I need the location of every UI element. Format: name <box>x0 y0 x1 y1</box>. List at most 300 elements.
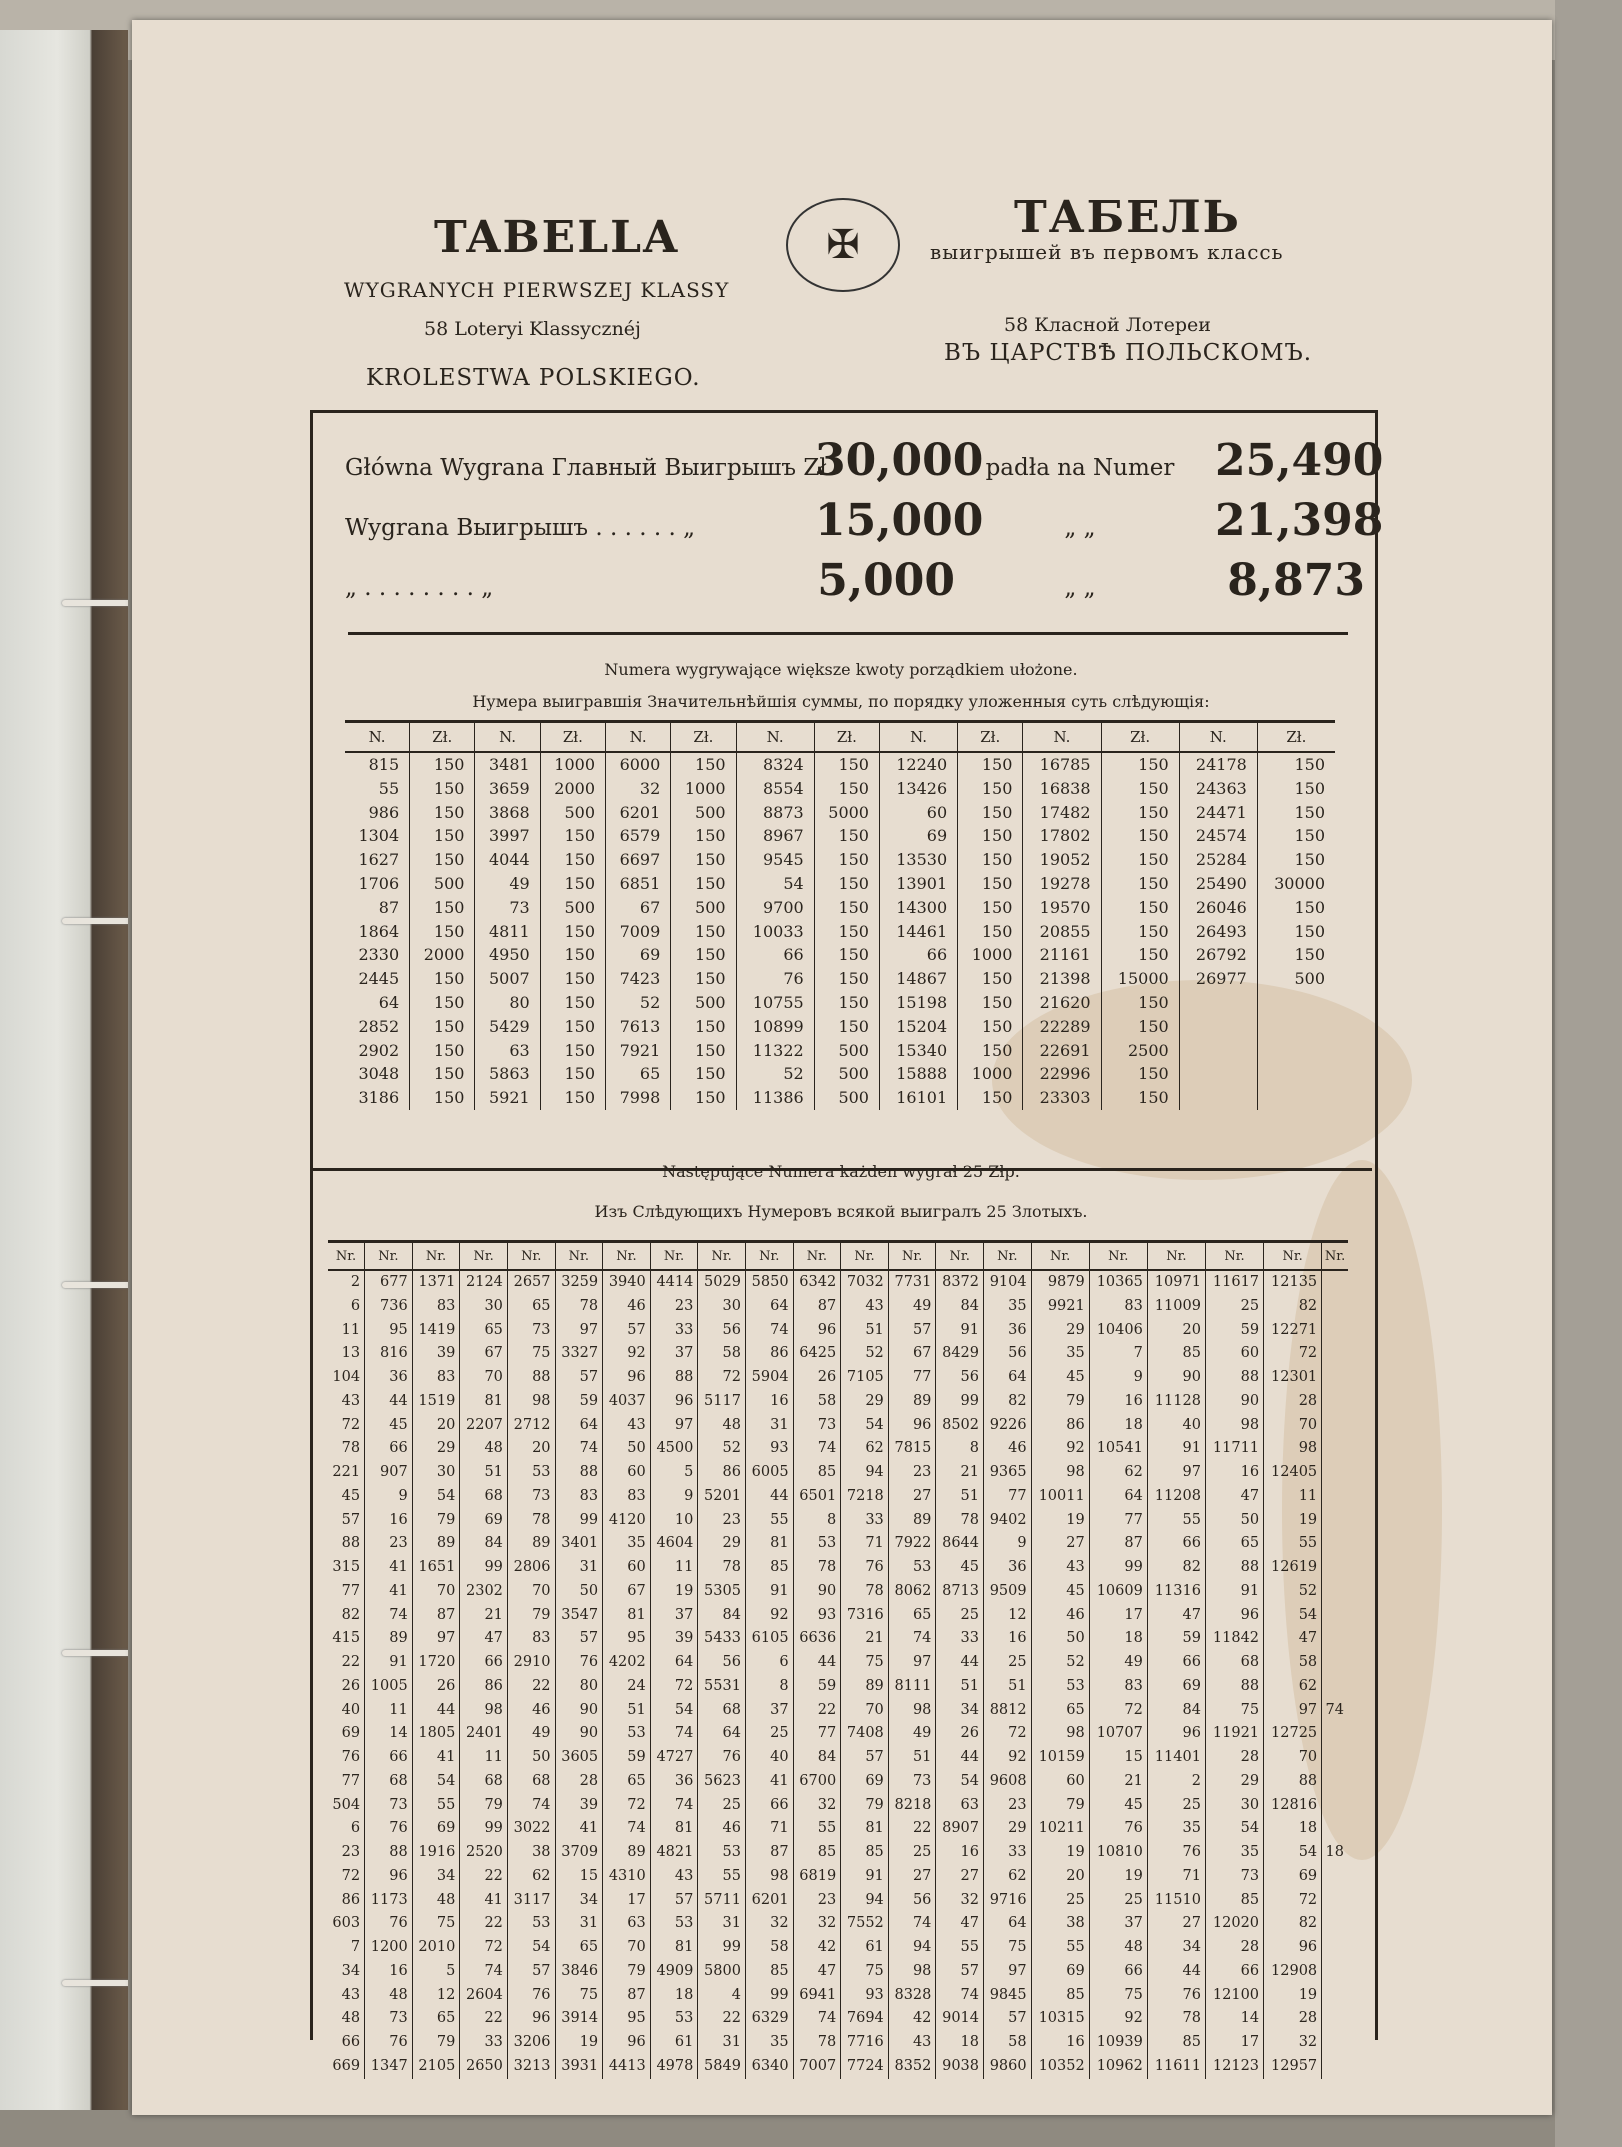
ticket-number-cell: 19052 <box>1023 848 1101 872</box>
ticket-number-cell: 61 <box>650 2031 698 2055</box>
ticket-number-cell: 21 <box>936 1461 984 1485</box>
ticket-number-cell: 64 <box>650 1651 698 1675</box>
ticket-number-cell: 86 <box>341 1891 361 1908</box>
ticket-number-cell: 81 <box>841 1817 889 1841</box>
number-column-header: N. <box>606 722 671 753</box>
table-row <box>328 1960 1348 1984</box>
ticket-number-cell: 21620 <box>1023 991 1101 1015</box>
ticket-number-cell: 76 <box>365 1912 413 1936</box>
ticket-number-cell: 80 <box>555 1675 603 1699</box>
ticket-number-cell: 83 <box>603 1485 651 1509</box>
ticket-number-cell: 5117 <box>698 1390 746 1414</box>
small-prizes-caption-russian: Изъ Слѣдующихъ Нумеровъ всякой выигралъ 25 Злотыхъ. <box>594 1202 1088 1221</box>
prize-amount-cell: 150 <box>814 752 879 777</box>
ticket-number-cell: 36 <box>984 1556 1032 1580</box>
ticket-number-cell: 95 <box>365 1319 413 1343</box>
ticket-number-cell: 20855 <box>1023 920 1101 944</box>
nr-column-header: Nr. <box>936 1242 984 1271</box>
prize-amount-cell <box>1257 991 1335 1015</box>
ticket-number-cell <box>1322 1912 1348 1936</box>
prize-amount-cell: 150 <box>1257 801 1335 825</box>
ticket-number-cell: 64 <box>1089 1485 1147 1509</box>
ticket-number-cell: 64 <box>745 1295 793 1319</box>
ticket-number-cell: 7 <box>1089 1342 1147 1366</box>
ticket-number-cell: 16 <box>1031 2031 1089 2055</box>
ticket-number-cell: 46 <box>984 1437 1032 1461</box>
ticket-number-cell: 11 <box>365 1699 413 1723</box>
third-prize-label: „ . . . . . . . . „ <box>345 575 494 601</box>
prize-amount-cell: 150 <box>1257 943 1335 967</box>
ticket-number-cell: 11128 <box>1147 1390 1205 1414</box>
prize-amount-cell: 150 <box>958 991 1023 1015</box>
ticket-number-cell: 11711 <box>1205 1437 1263 1461</box>
prize-amount-cell: 150 <box>814 896 879 920</box>
ticket-number-cell: 53 <box>650 2007 698 2031</box>
ticket-number-cell: 45 <box>1089 1794 1147 1818</box>
nr-column-header: Nr. <box>1031 1242 1089 1271</box>
ticket-number-cell: 2806 <box>507 1556 555 1580</box>
nr-column-header: Nr. <box>793 1242 841 1271</box>
prize-amount-cell: 150 <box>671 1039 736 1063</box>
ticket-number-cell: 56 <box>888 1889 936 1913</box>
ticket-number-cell: 67 <box>606 896 671 920</box>
ticket-number-cell: 46 <box>1031 1604 1089 1628</box>
ticket-number-cell: 98 <box>460 1699 508 1723</box>
ticket-number-cell: 99 <box>555 1509 603 1533</box>
ticket-number-cell: 8324 <box>736 752 814 777</box>
ticket-number-cell: 6579 <box>606 824 671 848</box>
prize-amount-cell: 150 <box>540 991 605 1015</box>
prize-amount-cell: 150 <box>410 967 475 991</box>
ticket-number-cell: 32 <box>1264 2031 1322 2055</box>
ticket-number-cell: 70 <box>412 1580 460 1604</box>
ticket-number-cell: 48 <box>365 1984 413 2008</box>
ticket-number-cell: 15204 <box>879 1015 957 1039</box>
ticket-number-cell: 74 <box>365 1604 413 1628</box>
ticket-number-cell: 16101 <box>879 1086 957 1110</box>
ticket-number-cell: 17 <box>603 1889 651 1913</box>
ticket-number-cell: 62 <box>984 1865 1032 1889</box>
ticket-number-cell: 32 <box>936 1889 984 1913</box>
ticket-number-cell: 15198 <box>879 991 957 1015</box>
ticket-number-cell: 77 <box>888 1366 936 1390</box>
ticket-number-cell: 19 <box>1031 1509 1089 1533</box>
ticket-number-cell: 58 <box>1264 1651 1322 1675</box>
table-row <box>328 1509 1348 1533</box>
ticket-number-cell <box>1322 1746 1348 1770</box>
ticket-number-cell: 98 <box>1264 1437 1322 1461</box>
ticket-number-cell: 94 <box>888 1936 936 1960</box>
ticket-number-cell: 4909 <box>650 1960 698 1984</box>
ticket-number-cell: 25 <box>984 1651 1032 1675</box>
ticket-number-cell: 16 <box>984 1627 1032 1651</box>
ticket-number-cell: 50 <box>555 1580 603 1604</box>
ticket-number-cell: 19570 <box>1023 896 1101 920</box>
ticket-number-cell: 10899 <box>736 1015 814 1039</box>
zloty-column-header: Zł. <box>1101 722 1179 753</box>
ticket-number-cell: 12405 <box>1264 1461 1322 1485</box>
ticket-number-cell: 9 <box>1089 1366 1147 1390</box>
ticket-number-cell: 88 <box>341 1535 361 1552</box>
ticket-number-cell: 10609 <box>1089 1580 1147 1604</box>
ticket-number-cell: 4 <box>698 1984 746 2008</box>
ticket-number-cell: 31 <box>745 1414 793 1438</box>
ticket-number-cell: 35 <box>1147 1817 1205 1841</box>
prize-amount-cell: 150 <box>540 824 605 848</box>
ticket-number-cell: 44 <box>412 1699 460 1723</box>
ticket-number-cell: 12619 <box>1264 1556 1322 1580</box>
ticket-number-cell: 51 <box>603 1699 651 1723</box>
ticket-number-cell: 18 <box>1264 1817 1322 1841</box>
table-row <box>328 1699 1348 1723</box>
ticket-number-cell: 88 <box>365 1841 413 1865</box>
ticket-number-cell <box>1322 1770 1348 1794</box>
prize-amount-cell: 150 <box>1101 848 1179 872</box>
ticket-number-cell: 84 <box>793 1746 841 1770</box>
table-row <box>328 1627 1348 1651</box>
ticket-number-cell: 10406 <box>1089 1319 1147 1343</box>
ticket-number-cell: 11 <box>341 1321 361 1338</box>
small-prizes-table <box>328 1240 1348 2079</box>
ticket-number-cell: 17 <box>1205 2031 1263 2055</box>
prize-amount-cell: 150 <box>410 824 475 848</box>
second-prize-number: 21,398 <box>1215 495 1384 546</box>
ticket-number-cell: 28 <box>1264 1390 1322 1414</box>
prize-amount-cell <box>1257 1039 1335 1063</box>
ticket-number-cell: 69 <box>879 824 957 848</box>
ticket-number-cell: 8111 <box>888 1675 936 1699</box>
ticket-number-cell: 40 <box>341 1701 361 1718</box>
ticket-number-cell <box>1322 1794 1348 1818</box>
ticket-number-cell: 74 <box>793 1437 841 1461</box>
prize-amount-cell: 150 <box>540 967 605 991</box>
prize-section-rule <box>348 632 1348 635</box>
ticket-number-cell: 3868 <box>475 801 540 825</box>
ticket-number-cell: 73 <box>365 1794 413 1818</box>
prize-amount-cell: 30000 <box>1257 872 1335 896</box>
nr-column-header: Nr. <box>888 1242 936 1271</box>
ticket-number-cell: 8429 <box>936 1342 984 1366</box>
ticket-number-cell: 11617 <box>1205 1270 1263 1295</box>
ticket-number-cell: 5623 <box>698 1770 746 1794</box>
ticket-number-cell: 26046 <box>1179 896 1257 920</box>
ticket-number-cell: 8218 <box>888 1794 936 1818</box>
ticket-number-cell: 95 <box>603 2007 651 2031</box>
ticket-number-cell: 23 <box>984 1794 1032 1818</box>
ticket-number-cell: 10033 <box>736 920 814 944</box>
ticket-number-cell: 87 <box>793 1295 841 1319</box>
ticket-number-cell: 76 <box>341 1749 361 1765</box>
ticket-number-cell: 53 <box>507 1461 555 1485</box>
prize-amount-cell: 150 <box>814 967 879 991</box>
ticket-number-cell: 65 <box>507 1295 555 1319</box>
ticket-number-cell: 51 <box>936 1485 984 1509</box>
ticket-number-cell: 16785 <box>1023 752 1101 777</box>
zloty-column-header: Zł. <box>540 722 605 753</box>
ticket-number-cell: 10365 <box>1089 1270 1147 1295</box>
ticket-number-cell: 71 <box>1147 1865 1205 1889</box>
ticket-number-cell: 99 <box>1089 1556 1147 1580</box>
ticket-number-cell: 56 <box>984 1342 1032 1366</box>
ticket-number-cell: 30 <box>460 1295 508 1319</box>
ticket-number-cell: 59 <box>1205 1319 1263 1343</box>
ticket-number-cell: 5863 <box>475 1062 540 1086</box>
ticket-number-cell: 99 <box>460 1556 508 1580</box>
ticket-number-cell: 75 <box>555 1984 603 2008</box>
ticket-number-cell: 7423 <box>606 967 671 991</box>
ticket-number-cell: 10755 <box>736 991 814 1015</box>
nr-column-header: Nr. <box>841 1242 889 1271</box>
table-row <box>345 967 1335 991</box>
ticket-number-cell: 44 <box>793 1651 841 1675</box>
prize-amount-cell: 150 <box>814 943 879 967</box>
ticket-number-cell: 76 <box>555 1651 603 1675</box>
ticket-number-cell: 64 <box>378 992 400 1012</box>
ticket-number-cell: 12908 <box>1264 1960 1322 1984</box>
ticket-number-cell <box>1322 2007 1348 2031</box>
ticket-number-cell: 92 <box>984 1746 1032 1770</box>
ticket-number-cell: 85 <box>793 1841 841 1865</box>
ticket-number-cell: 25284 <box>1179 848 1257 872</box>
ticket-number-cell: 54 <box>1264 1604 1322 1628</box>
ticket-number-cell: 66 <box>1147 1532 1205 1556</box>
ticket-number-cell: 12240 <box>879 752 957 777</box>
ticket-number-cell: 9860 <box>984 2055 1032 2079</box>
ticket-number-cell: 90 <box>1147 1366 1205 1390</box>
prize-amount-cell: 150 <box>1257 896 1335 920</box>
prize-amount-cell: 500 <box>671 896 736 920</box>
ticket-number-cell: 4727 <box>650 1746 698 1770</box>
ticket-number-cell: 25 <box>698 1794 746 1818</box>
ticket-number-cell: 25 <box>936 1604 984 1628</box>
ticket-number-cell: 45 <box>1031 1580 1089 1604</box>
ticket-number-cell: 7316 <box>841 1604 889 1628</box>
nr-column-header: Nr. <box>328 1242 365 1271</box>
ticket-number-cell: 5029 <box>698 1270 746 1295</box>
ticket-number-cell: 69 <box>841 1770 889 1794</box>
prize-amount-cell: 150 <box>671 1086 736 1110</box>
ticket-number-cell: 76 <box>1147 1984 1205 2008</box>
ticket-number-cell: 1720 <box>412 1651 460 1675</box>
ticket-number-cell: 99 <box>936 1390 984 1414</box>
prize-amount-cell: 150 <box>1101 920 1179 944</box>
ticket-number-cell: 16 <box>1089 1390 1147 1414</box>
ticket-number-cell: 13 <box>341 1345 361 1362</box>
ticket-number-cell: 816 <box>365 1342 413 1366</box>
prize-amount-cell: 500 <box>814 1086 879 1110</box>
table-row <box>345 872 1335 896</box>
ticket-number-cell: 66 <box>460 1651 508 1675</box>
ticket-number-cell: 9608 <box>984 1770 1032 1794</box>
ticket-number-cell: 10352 <box>1031 2055 1089 2079</box>
ticket-number-cell: 104 <box>332 1369 361 1385</box>
ticket-number-cell: 56 <box>698 1319 746 1343</box>
third-prize-row <box>345 555 1365 606</box>
table-row <box>345 1086 1335 1110</box>
ticket-number-cell: 1304 <box>358 826 400 846</box>
prize-amount-cell: 150 <box>671 967 736 991</box>
ticket-number-cell: 1371 <box>412 1270 460 1295</box>
ticket-number-cell: 95 <box>603 1627 651 1651</box>
ticket-number-cell: 89 <box>888 1509 936 1533</box>
ticket-number-cell: 4413 <box>603 2055 651 2079</box>
ticket-number-cell: 15 <box>555 1865 603 1889</box>
ticket-number-cell: 27 <box>888 1485 936 1509</box>
ticket-number-cell: 8352 <box>888 2055 936 2079</box>
ticket-number-cell: 315 <box>332 1559 361 1575</box>
ticket-number-cell: 22 <box>460 1865 508 1889</box>
ticket-number-cell: 77 <box>793 1722 841 1746</box>
ticket-number-cell: 49 <box>1089 1651 1147 1675</box>
ticket-number-cell: 26 <box>793 1366 841 1390</box>
ticket-number-cell: 8812 <box>984 1699 1032 1723</box>
ticket-number-cell: 60 <box>603 1461 651 1485</box>
table-row <box>328 1651 1348 1675</box>
ticket-number-cell: 14 <box>365 1722 413 1746</box>
ticket-number-cell: 13901 <box>879 872 957 896</box>
ticket-number-cell: 42 <box>888 2007 936 2031</box>
prize-amount-cell: 150 <box>671 943 736 967</box>
binding-thread <box>62 600 128 606</box>
binding-thread <box>62 1282 128 1288</box>
ticket-number-cell: 20 <box>412 1414 460 1438</box>
ticket-number-cell: 97 <box>888 1651 936 1675</box>
ticket-number-cell: 2650 <box>460 2055 508 2079</box>
ticket-number-cell: 47 <box>460 1627 508 1651</box>
ticket-number-cell: 7105 <box>841 1366 889 1390</box>
ticket-number-cell: 62 <box>1264 1675 1322 1699</box>
ticket-number-cell: 7716 <box>841 2031 889 2055</box>
prize-amount-cell: 150 <box>814 824 879 848</box>
ticket-number-cell: 51 <box>841 1319 889 1343</box>
ticket-number-cell: 21161 <box>1023 943 1101 967</box>
prize-amount-cell: 150 <box>410 991 475 1015</box>
prize-amount-cell: 150 <box>540 1039 605 1063</box>
ticket-number-cell: 18 <box>1089 1627 1147 1651</box>
ticket-number-cell: 78 <box>793 1556 841 1580</box>
ticket-number-cell: 52 <box>1264 1580 1322 1604</box>
ticket-number-cell: 62 <box>507 1865 555 1889</box>
ticket-number-cell <box>1322 1889 1348 1913</box>
main-prize-amount: 30,000 <box>815 435 984 486</box>
prize-amount-cell: 150 <box>671 920 736 944</box>
ticket-number-cell: 79 <box>507 1604 555 1628</box>
zloty-column-header: Zł. <box>1257 722 1335 753</box>
ticket-number-cell: 16 <box>745 1390 793 1414</box>
ticket-number-cell: 64 <box>555 1414 603 1438</box>
ticket-number-cell: 76 <box>1147 1841 1205 1865</box>
ticket-number-cell: 33 <box>650 1319 698 1343</box>
ticket-number-cell: 59 <box>1147 1627 1205 1651</box>
ticket-number-cell: 5850 <box>745 1270 793 1295</box>
ticket-number-cell: 73 <box>1205 1865 1263 1889</box>
small-prizes-caption-polish: Następujące Numera każden wygrał 25 Złp. <box>662 1162 1020 1181</box>
ticket-number-cell: 26493 <box>1179 920 1257 944</box>
ticket-number-cell: 10810 <box>1089 1841 1147 1865</box>
imperial-eagle-emblem: ✠ <box>786 198 900 292</box>
ticket-number-cell: 71 <box>745 1817 793 1841</box>
ticket-number-cell: 4310 <box>603 1865 651 1889</box>
ticket-number-cell: 17802 <box>1023 824 1101 848</box>
ticket-number-cell <box>1322 2055 1348 2079</box>
ticket-number-cell: 62 <box>1089 1461 1147 1485</box>
table-row <box>345 991 1335 1015</box>
ticket-number-cell: 53 <box>793 1532 841 1556</box>
ticket-number-cell: 72 <box>460 1936 508 1960</box>
ticket-number-cell: 4978 <box>650 2055 698 2079</box>
table-row <box>328 1817 1348 1841</box>
ticket-number-cell: 2330 <box>358 945 400 965</box>
ticket-number-cell: 85 <box>793 1461 841 1485</box>
ticket-number-cell: 55 <box>378 778 400 798</box>
nr-column-header: Nr. <box>365 1242 413 1271</box>
ticket-number-cell <box>1322 1532 1348 1556</box>
table-row <box>328 2031 1348 2055</box>
ticket-number-cell: 69 <box>1031 1960 1089 1984</box>
ticket-number-cell: 22289 <box>1023 1015 1101 1039</box>
ticket-number-cell: 8 <box>936 1437 984 1461</box>
ticket-number-cell: 83 <box>1089 1295 1147 1319</box>
ticket-number-cell: 81 <box>745 1532 793 1556</box>
ticket-number-cell: 7007 <box>793 2055 841 2079</box>
ticket-number-cell: 66 <box>1205 1960 1263 1984</box>
ticket-number-cell: 96 <box>793 1319 841 1343</box>
ticket-number-cell: 54 <box>1264 1841 1322 1865</box>
ticket-number-cell: 73 <box>365 2007 413 2031</box>
ticket-number-cell <box>1322 1295 1348 1319</box>
ticket-number-cell: 5800 <box>698 1960 746 1984</box>
ticket-number-cell: 38 <box>507 1841 555 1865</box>
ticket-number-cell: 69 <box>341 1725 361 1742</box>
ticket-number-cell: 65 <box>888 1604 936 1628</box>
ticket-number-cell: 6425 <box>793 1342 841 1366</box>
ticket-number-cell: 19 <box>555 2031 603 2055</box>
ticket-number-cell: 88 <box>1264 1770 1322 1794</box>
ticket-number-cell: 22 <box>888 1817 936 1841</box>
ticket-number-cell: 35 <box>1205 1841 1263 1865</box>
prize-amount-cell: 150 <box>814 920 879 944</box>
ticket-number-cell: 21398 <box>1023 967 1101 991</box>
prize-amount-cell: 2000 <box>410 943 475 967</box>
ticket-number-cell: 3914 <box>555 2007 603 2031</box>
ticket-number-cell: 6201 <box>745 1889 793 1913</box>
ticket-number-cell: 4950 <box>475 943 540 967</box>
russian-subtitle-3: ВЪ ЦАРСТВѢ ПОЛЬСКОМЪ. <box>944 340 1313 366</box>
ticket-number-cell: 70 <box>841 1699 889 1723</box>
ticket-number-cell: 39 <box>412 1342 460 1366</box>
ticket-number-cell: 32 <box>793 1912 841 1936</box>
ticket-number-cell: 221 <box>332 1464 361 1480</box>
ticket-number-cell: 33 <box>460 2031 508 2055</box>
nr-column-header: Nr. <box>507 1242 555 1271</box>
ticket-number-cell: 54 <box>507 1936 555 1960</box>
ticket-number-cell: 63 <box>475 1039 540 1063</box>
ticket-number-cell: 1173 <box>365 1889 413 1913</box>
ticket-number-cell: 65 <box>412 2007 460 2031</box>
ticket-number-cell: 69 <box>606 943 671 967</box>
ticket-number-cell: 54 <box>936 1770 984 1794</box>
ticket-number-cell: 3117 <box>507 1889 555 1913</box>
ticket-number-cell: 50 <box>1031 1627 1089 1651</box>
ticket-number-cell: 53 <box>650 1912 698 1936</box>
table-row <box>345 1039 1335 1063</box>
larger-prizes-header-row <box>345 722 1335 753</box>
ticket-number-cell: 4044 <box>475 848 540 872</box>
ticket-number-cell: 29 <box>841 1390 889 1414</box>
ticket-number-cell: 61 <box>841 1936 889 1960</box>
number-column-header: N. <box>1179 722 1257 753</box>
ticket-number-cell: 1864 <box>358 921 400 941</box>
